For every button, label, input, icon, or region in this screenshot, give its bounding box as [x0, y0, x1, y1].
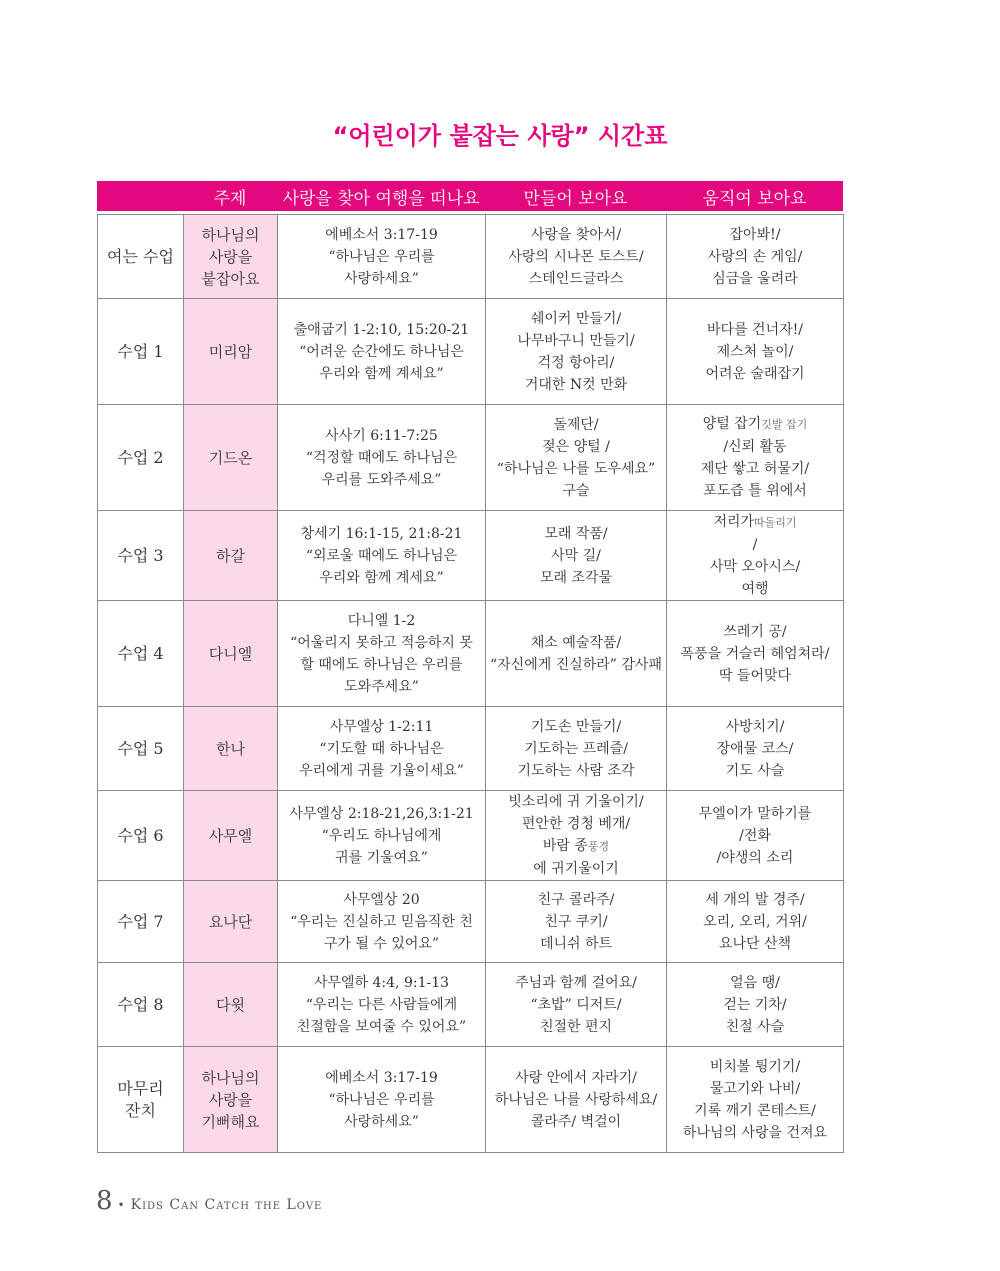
cell-travel: [278, 707, 486, 791]
cell-line: 데니쉬 하트: [539, 935, 613, 952]
cell-move: [667, 791, 844, 881]
cell-line: 딱 들어맞다: [718, 667, 792, 684]
cell-line: 사랑을: [208, 247, 253, 266]
cell-line: “우리도 하나님에게: [321, 827, 442, 844]
table-header-bar: [97, 181, 843, 211]
cell-line: 콜라주/ 벽걸이: [530, 1113, 622, 1130]
cell-line: 수업 7: [117, 911, 164, 931]
cell-line: “우리는 다른 사람들에게: [305, 996, 458, 1013]
cell-line: “어울리지 못하고 적응하지 못: [290, 634, 473, 651]
cell-travel: [278, 791, 486, 881]
cell-line: “외로울 때에도 하나님은: [305, 547, 458, 564]
cell-move: [667, 405, 844, 511]
cell-theme: [184, 881, 278, 963]
cell-line: 비치볼 튕기기/: [709, 1058, 801, 1075]
cell-line: 우리에게 귀를 기울이세요”: [299, 762, 464, 779]
cell-line: 하나님의 사랑을 건져요: [682, 1124, 828, 1141]
cell-line: 친절 사슬: [725, 1018, 785, 1035]
cell-line: “걱정할 때에도 하나님은: [305, 449, 458, 466]
cell-annotation: 깃발 잡기: [761, 418, 808, 431]
cell-theme: [184, 963, 278, 1047]
cell-line: 제스처 놀이/: [716, 343, 794, 360]
cell-line: 기도하는 프레즐/: [524, 740, 628, 757]
cell-line: 사랑을 찾아서/: [530, 226, 622, 243]
cell-line: 수업 6: [117, 825, 164, 845]
cell-line: 스테인드글라스: [528, 270, 624, 287]
page-footer: [96, 1186, 322, 1216]
cell-line: “어려운 순간에도 하나님은: [299, 343, 464, 360]
cell-lesson: [98, 791, 184, 881]
cell-theme: [184, 299, 278, 405]
cell-travel: [278, 601, 486, 707]
cell-line: 수업 5: [117, 738, 164, 758]
cell-line: /야생의 소리: [716, 849, 794, 866]
cell-line: 친절한 편지: [539, 1018, 613, 1035]
cell-line: 사사기 6:11-7:25: [325, 427, 438, 444]
cell-move: [667, 511, 844, 601]
page-title: “어린이가 붙잡는 사랑” 시간표: [332, 122, 668, 150]
cell-make: [486, 511, 667, 601]
book-title: Kids Can Catch the Love: [130, 1197, 323, 1213]
cell-line: 수업 3: [117, 545, 164, 565]
cell-line: 다니엘 1-2: [347, 612, 416, 629]
page-number: 8: [96, 1186, 113, 1216]
cell-move: [667, 881, 844, 963]
cell-travel: [278, 405, 486, 511]
cell-move: [667, 963, 844, 1047]
table-row: [98, 881, 844, 963]
cell-theme: [184, 405, 278, 511]
cell-line: 사방치기/: [725, 718, 785, 735]
cell-line: /전화: [739, 827, 771, 844]
cell-line: 거대한 N컷 만화: [524, 376, 628, 393]
cell-line: 장애물 코스/: [716, 740, 794, 757]
cell-line: 기도손 만들기/: [530, 718, 622, 735]
cell-line: 한나: [216, 739, 245, 758]
cell-line: 친구 쿠키/: [544, 913, 608, 930]
cell-line: 수업 8: [117, 994, 164, 1014]
cell-line: 다윗: [216, 995, 245, 1014]
cell-line: 미리암: [208, 342, 253, 361]
cell-line: 바다를 건너자!/: [707, 321, 803, 338]
cell-line: 요나단 산책: [718, 935, 792, 952]
cell-line: 사무엘상 2:18-21,26,3:1-21: [289, 805, 474, 822]
cell-line: /: [752, 537, 758, 553]
cell-travel: [278, 1047, 486, 1153]
cell-line: 기도하는 사람 조각: [517, 762, 635, 779]
cell-line: 젖은 양털 /: [542, 438, 610, 455]
cell-theme: [184, 791, 278, 881]
header-cell-make: 만들어 보아요: [523, 188, 628, 209]
cell-lesson: [98, 299, 184, 405]
cell-travel: [278, 881, 486, 963]
cell-line: 무엘이가 말하기를: [698, 805, 812, 822]
cell-line: “기도할 때 하나님은: [319, 740, 444, 757]
cell-line: 모래 작품/: [544, 525, 608, 542]
cell-line: “자신에게 진실하라” 감사패: [490, 656, 662, 673]
cell-line: 기뻐해요: [201, 1112, 260, 1131]
cell-line: 에베소서 3:17-19: [325, 226, 438, 243]
schedule-body: [98, 215, 844, 1153]
cell-line: 여행: [741, 581, 769, 597]
cell-line: 수업 1: [117, 341, 164, 361]
cell-lesson: [98, 601, 184, 707]
cell-line: 걱정 항아리/: [537, 354, 615, 371]
cell-line: 기록 깨기 콘테스트/: [694, 1102, 816, 1119]
cell-line: 에 귀기울이기: [533, 861, 619, 877]
cell-line: 걷는 기차/: [723, 996, 787, 1013]
cell-line: 하나님의: [201, 1068, 260, 1087]
schedule-table: [97, 214, 844, 1153]
cell-line: 하나님은 나를 사랑하세요/: [494, 1091, 658, 1108]
cell-line: 양털 잡기: [702, 416, 762, 432]
cell-lesson: [98, 511, 184, 601]
cell-line: 폭풍을 거슬러 헤엄쳐라/: [680, 645, 830, 662]
cell-line: 잡아봐!/: [729, 226, 781, 243]
cell-line: 붙잡아요: [201, 269, 260, 288]
cell-line: 기도 사슬: [725, 762, 785, 779]
cell-make: [486, 215, 667, 299]
header-cell-move: 움직여 보아요: [702, 188, 807, 209]
cell-travel: [278, 511, 486, 601]
cell-line: “하나님은 나를 도우세요”: [496, 460, 656, 477]
cell-line: 친구 콜라주/: [537, 891, 615, 908]
cell-line: 오리, 오리, 거위/: [703, 913, 807, 930]
cell-line: 수업 4: [117, 643, 164, 663]
table-row: [98, 405, 844, 511]
cell-move: [667, 299, 844, 405]
cell-line: 물고기와 나비/: [709, 1080, 801, 1097]
table-row: [98, 791, 844, 881]
cell-move: [667, 601, 844, 707]
cell-line: 세 개의 발 경주/: [705, 891, 805, 908]
footer-separator: •: [117, 1198, 125, 1212]
cell-line: 할 때에도 하나님은 우리를: [300, 656, 463, 673]
cell-make: [486, 1047, 667, 1153]
cell-lesson: [98, 405, 184, 511]
table-row: [98, 511, 844, 601]
cell-travel: [278, 299, 486, 405]
cell-line: 우리를 도와주세요”: [321, 471, 442, 488]
cell-line: 사랑의 시나몬 토스트/: [508, 248, 644, 265]
cell-lesson: [98, 881, 184, 963]
cell-line: “하나님은 우리를: [328, 248, 435, 265]
cell-line: 사랑하세요”: [344, 1113, 419, 1130]
cell-theme: [184, 601, 278, 707]
cell-line: 친절함을 보여줄 수 있어요”: [296, 1018, 467, 1035]
table-row: [98, 1047, 844, 1153]
cell-line: 도와주세요”: [344, 678, 419, 695]
table-row: [98, 299, 844, 405]
cell-line: 하갈: [216, 546, 245, 565]
cell-line: 저리가: [713, 514, 755, 530]
cell-line: 바람 종: [542, 838, 588, 854]
cell-line: “우리는 진실하고 믿음직한 친: [290, 913, 473, 930]
cell-annotation: 풍경: [587, 840, 610, 853]
cell-move: [667, 215, 844, 299]
cell-make: [486, 405, 667, 511]
cell-line: 얼음 땡/: [730, 974, 780, 991]
cell-line: 사막 길/: [551, 547, 601, 564]
cell-theme: [184, 215, 278, 299]
header-cell-travel: 사랑을 찾아 여행을 떠나요: [282, 188, 480, 209]
cell-travel: [278, 215, 486, 299]
cell-line: 출애굽기 1-2:10, 15:20-21: [293, 321, 470, 338]
cell-line: 사막 오아시스/: [709, 559, 801, 575]
cell-theme: [184, 707, 278, 791]
cell-line: 포도즙 틀 위에서: [703, 483, 807, 499]
cell-move: [667, 1047, 844, 1153]
cell-make: [486, 963, 667, 1047]
cell-line: 사무엘상 1-2:11: [329, 718, 434, 735]
cell-line: 구슬: [562, 482, 590, 499]
cell-line: “초밥” 디저트/: [530, 996, 622, 1013]
cell-line: 수업 2: [117, 447, 164, 467]
cell-line: 마무리: [117, 1078, 164, 1098]
cell-line: 빗소리에 귀 기울이기/: [508, 794, 644, 810]
cell-line: 사무엘상 20: [343, 891, 420, 908]
cell-theme: [184, 511, 278, 601]
cell-line: 사무엘하 4:4, 9:1-13: [313, 974, 450, 991]
cell-line: 사무엘: [208, 826, 253, 845]
cell-line: 하나님의: [201, 225, 260, 244]
cell-line: 기드온: [208, 448, 253, 467]
cell-line: 창세기 16:1-15, 21:8-21: [300, 525, 463, 542]
cell-line: 구가 될 수 있어요”: [323, 935, 440, 952]
cell-line: 쉐이커 만들기/: [530, 310, 622, 327]
cell-line: 다니엘: [208, 644, 253, 663]
cell-line: 돌제단/: [553, 416, 599, 433]
cell-line: 편안한 경청 베개/: [521, 816, 631, 832]
cell-lesson: [98, 707, 184, 791]
cell-line: 채소 예술작품/: [530, 634, 622, 651]
cell-lesson: [98, 963, 184, 1047]
cell-line: 어려운 술래잡기: [705, 365, 805, 382]
cell-make: [486, 791, 667, 881]
cell-line: 사랑의 손 게임/: [707, 248, 803, 265]
cell-line: 요나단: [208, 912, 253, 931]
header-cell-theme: 주제: [213, 188, 247, 209]
cell-line: “하나님은 우리를: [328, 1091, 435, 1108]
cell-lesson: [98, 1047, 184, 1153]
cell-line: 쓰레기 공/: [723, 623, 787, 640]
cell-line: 에베소서 3:17-19: [325, 1069, 438, 1086]
header-cell-lesson: [97, 181, 183, 211]
cell-make: [486, 881, 667, 963]
cell-lesson: [98, 215, 184, 299]
cell-line: 모래 조각물: [539, 569, 613, 586]
cell-make: [486, 601, 667, 707]
cell-line: 사랑을: [208, 1090, 253, 1109]
cell-line: 사랑하세요”: [344, 270, 419, 287]
cell-line: 사랑 안에서 자라기/: [515, 1069, 637, 1086]
cell-line: 우리와 함께 계세요”: [319, 365, 444, 382]
cell-make: [486, 299, 667, 405]
cell-line: 심금을 울려라: [712, 270, 798, 287]
table-row: [98, 601, 844, 707]
cell-line: 우리와 함께 계세요”: [319, 569, 444, 586]
cell-line: /신뢰 활동: [723, 439, 787, 455]
table-row: [98, 215, 844, 299]
cell-line: 잔치: [125, 1100, 156, 1120]
table-row: [98, 707, 844, 791]
cell-annotation: 따돌리기: [754, 516, 797, 529]
cell-theme: [184, 1047, 278, 1153]
cell-line: 여는 수업: [107, 246, 174, 266]
cell-line: 주님과 함께 걸어요/: [515, 974, 637, 991]
table-row: [98, 963, 844, 1047]
cell-line: 나무바구니 만들기/: [517, 332, 635, 349]
cell-travel: [278, 963, 486, 1047]
cell-make: [486, 707, 667, 791]
cell-line: 귀를 기울여요”: [335, 849, 428, 866]
cell-line: 제단 쌓고 허물기/: [700, 461, 810, 477]
cell-move: [667, 707, 844, 791]
